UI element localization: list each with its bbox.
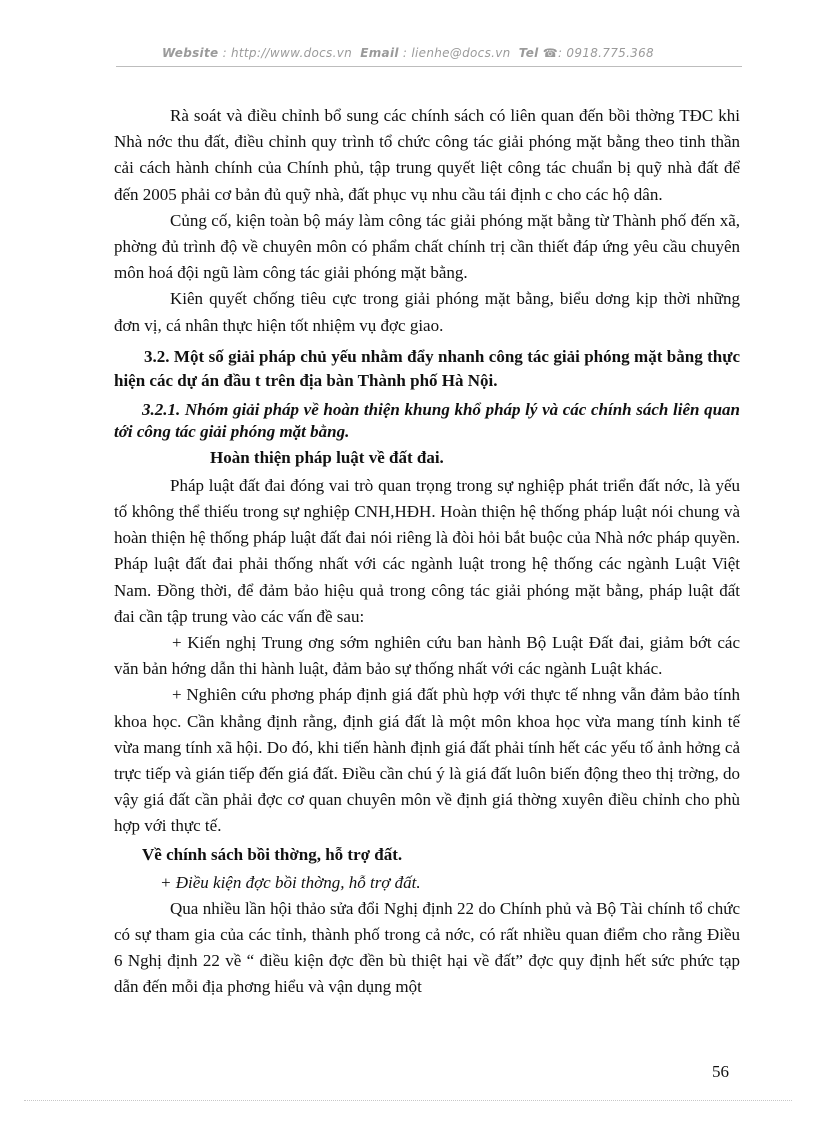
- heading-3-2: 3.2. Một số giải pháp chủ yếu nhằm đẩy nhanh công tác giải phóng mặt bằng thực hiện các dự án đầu t trên địa bàn Thành phố Hà Nội.: [114, 346, 740, 390]
- paragraph-land-valuation: + Nghiên cứu phơng pháp định giá đất phù hợp với thực tế nhng vẫn đảm bảo tính khoa học. Cần khẳng định rằng, định giá đất là một môn khoa học vừa mang tính kinh tế vừa mang tính xã hội. Do đó, khi tiến hành định giá đất phải tính hết các yếu tố ảnh hởng cả trực tiếp và gián tiếp đến giá đất. Điều cần chú ý là giá đất luôn biến động theo thị trờng, do vậy giá đất cần phải đợc cơ quan chuyên môn về định giá thờng xuyên điều chỉnh cho phù hợp với thực tế.: [114, 685, 740, 836]
- page-header: [0, 46, 816, 60]
- paragraph-anti-negativity: Kiên quyết chống tiêu cực trong giải phóng mặt bằng, biểu dơng kịp thời những đơn vị, cá nhân thực hiện tốt nhiệm vụ đợc giao.: [114, 289, 740, 335]
- page-body: [114, 103, 740, 1001]
- tel-label: Tel: [518, 46, 539, 60]
- email-label: Email: [360, 46, 399, 60]
- website-label: Website: [162, 46, 219, 60]
- paragraph-decree-22: Qua nhiều lần hội thảo sửa đổi Nghị định 22 do Chính phủ và Bộ Tài chính tổ chức có sự tham gia của các tỉnh, thành phố trong cả nớc, có rất nhiều quan điểm cho rằng Điều 6 Nghị định 22 về “ điều kiện đợc đền bù thiệt hại về đất” đợc quy định hết sức phức tạp dẫn đến mỗi địa phơng hiểu và vận dụng một: [114, 898, 740, 997]
- paragraph-consolidate-apparatus: Củng cố, kiện toàn bộ máy làm công tác giải phóng mặt bằng từ Thành phố đến xã, phờng đủ trình độ về chuyên môn có phẩm chất chính trị cần thiết đáp ứng yêu cầu chuyên môn hoá đội ngũ làm công tác giải phóng mặt bằng.: [114, 210, 740, 283]
- page-number: 56: [712, 1062, 729, 1081]
- paragraph-review-policies: Rà soát và điều chỉnh bổ sung các chính sách có liên quan đến bồi thờng TĐC khi Nhà nớc thu đất, điều chỉnh quy trình tổ chức công tác giải phóng mặt bằng theo tinh thần cải cách hành chính của Chính phủ, tập trung quyết liệt công tác chuẩn bị quỹ nhà đất để đến 2005 phải cơ bản đủ quỹ nhà, đất phục vụ nhu cầu tái định c cho các hộ dân.: [114, 106, 740, 204]
- paragraph-land-law: Pháp luật đất đai đóng vai trò quan trọng trong sự nghiệp phát triển đất nớc, là yếu tố không thể thiếu trong sự nghiệp CNH,HĐH. Hoàn thiện hệ thống pháp luật nói chung và hoàn thiện hệ thống pháp luật đất đai nói riêng là đòi hỏi bắt buộc của Nhà nớc pháp quyền. Pháp luật đất đai phải thống nhất với các ngành luật trong hệ thống các ngành Luật Việt Nam. Đồng thời, để đảm bảo hiệu quả trong công tác giải phóng mặt bằng, pháp luật đất đai cần tập trung vào các vấn đề sau:: [114, 475, 740, 626]
- footer-divider: [24, 1100, 792, 1101]
- heading-compensation-policy: Về chính sách bồi thờng, hỗ trợ đất.: [142, 844, 403, 864]
- heading-land-law: Hoàn thiện pháp luật về đất đai.: [210, 447, 444, 467]
- subheading-compensation-conditions: + Điều kiện đợc bồi thờng, hỗ trợ đất.: [160, 872, 421, 892]
- tel-value: : 0918.775.368: [557, 46, 654, 60]
- heading-3-2-1: 3.2.1. Nhóm giải pháp về hoàn thiện khung khổ pháp lý và các chính sách liên quan tới công tác giải phóng mặt bằng.: [114, 399, 740, 441]
- header-divider: [116, 66, 742, 67]
- email-value: : lienhe@docs.vn: [402, 46, 511, 60]
- paragraph-recommend-land-code: + Kiến nghị Trung ơng sớm nghiên cứu ban hành Bộ Luật Đất đai, giảm bớt các văn bản hớng dẫn thi hành luật, đảm bảo sự thống nhất với các ngành Luật khác.: [114, 633, 740, 679]
- website-value: : http://www.docs.vn: [222, 46, 353, 60]
- phone-icon: ☎: [542, 46, 558, 60]
